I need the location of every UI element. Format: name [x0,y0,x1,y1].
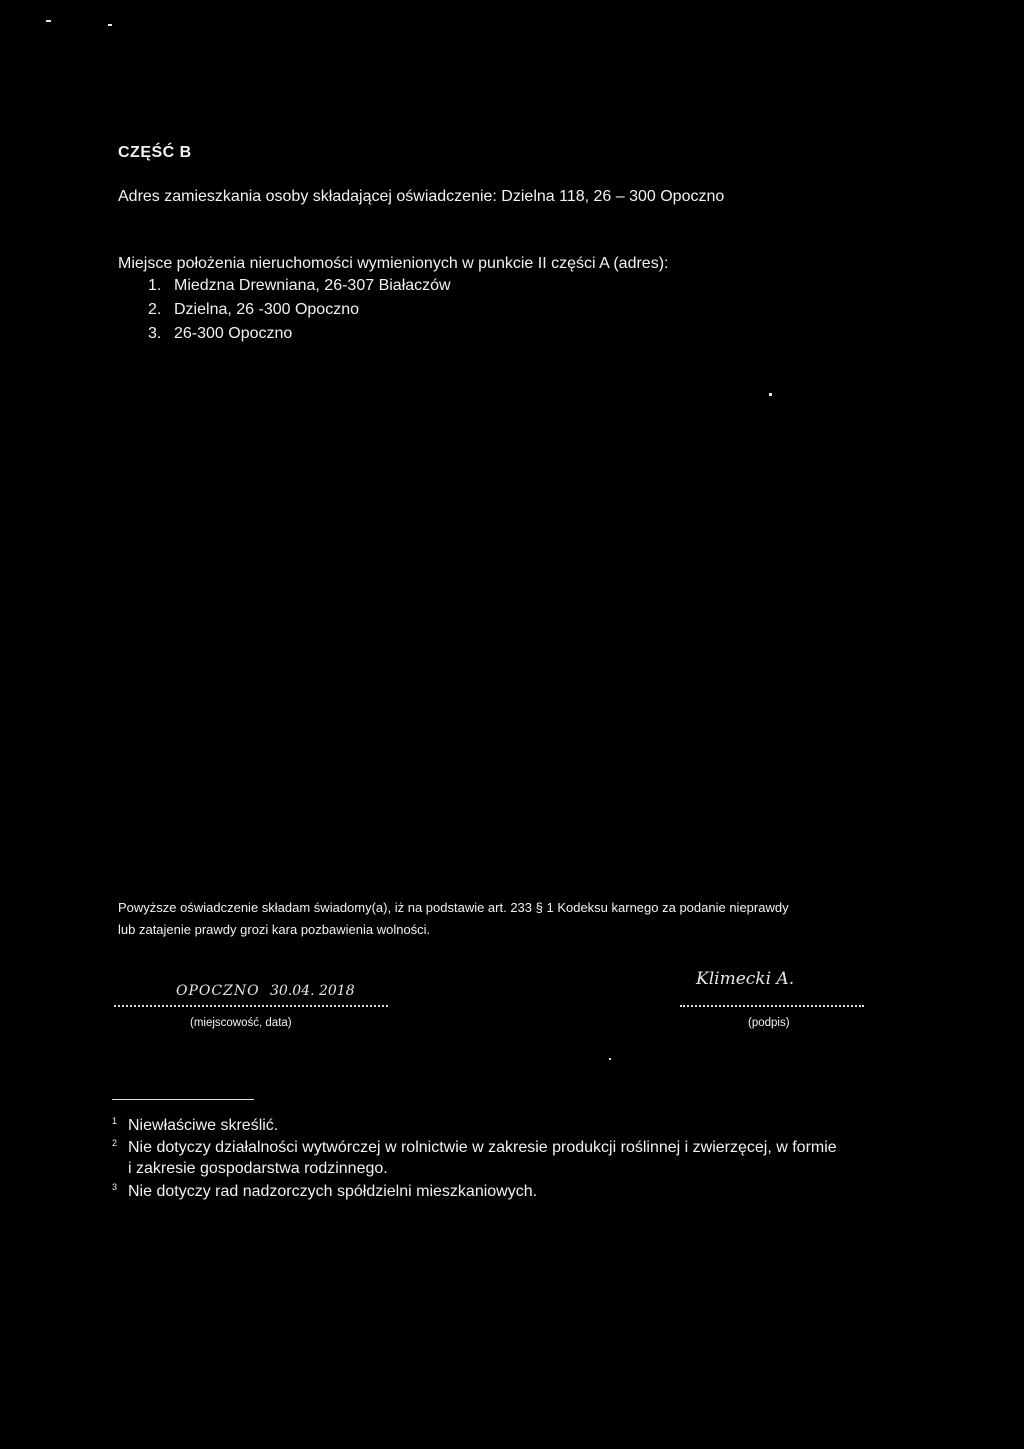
legal-statement-line-2: lub zatajenie prawdy grozi kara pozbawienia wolności. [118,922,431,937]
list-item [148,325,292,343]
scan-speck [46,20,51,22]
handwritten-date: 30.04. 2018 [270,983,355,999]
scan-speck [769,393,772,396]
place-date-line [114,1005,388,1007]
section-heading: CZĘŚĆ B [118,144,192,161]
property-location-intro: Miejsce położenia nieruchomości wymienionych w punkcie II części A (adres): [118,255,669,272]
scan-speck [108,24,112,26]
list-number: 3. [148,325,162,342]
footnote [112,1182,537,1201]
footnote-text: Nie dotyczy rad nadzorczych spółdzielni mieszkaniowych. [128,1183,538,1200]
handwritten-place: OPOCZNO [176,983,260,999]
list-number: 2. [148,301,162,318]
residence-address: Adres zamieszkania osoby składającej oświadczenie: Dzielna 118, 26 – 300 Opoczno [118,188,725,205]
footnote-text: Niewłaściwe skreślić. [128,1117,279,1134]
footnote-mark: 1 [112,1116,118,1126]
footnote [112,1138,837,1157]
signature-line [680,1005,864,1007]
place-date-caption: (miejscowość, data) [190,1017,292,1029]
list-text: Dzielna, 26 -300 Opoczno [174,301,359,318]
handwritten-signature: Klimecki A. [696,969,795,989]
footnote-mark: 3 [112,1182,118,1192]
signature-caption: (podpis) [748,1017,790,1029]
footnote [112,1116,278,1135]
scan-speck [609,1058,611,1060]
list-number: 1. [148,277,162,294]
legal-statement-line-1: Powyższe oświadczenie składam świadomy(a), iż na podstawie art. 233 § 1 Kodeksu karnego za podanie nieprawdy [118,900,789,915]
list-item [148,301,359,319]
footnote-text: Nie dotyczy działalności wytwórczej w rolnictwie w zakresie produkcji roślinnej i zwierzęcej, w formie [128,1139,837,1156]
footnote-mark: 2 [112,1138,118,1148]
list-text: Miedzna Drewniana, 26-307 Białaczów [174,277,451,294]
list-text: 26-300 Opoczno [174,325,293,342]
list-item [148,277,451,295]
footnote-separator [112,1099,254,1100]
footnote-continuation: i zakresie gospodarstwa rodzinnego. [128,1160,388,1177]
